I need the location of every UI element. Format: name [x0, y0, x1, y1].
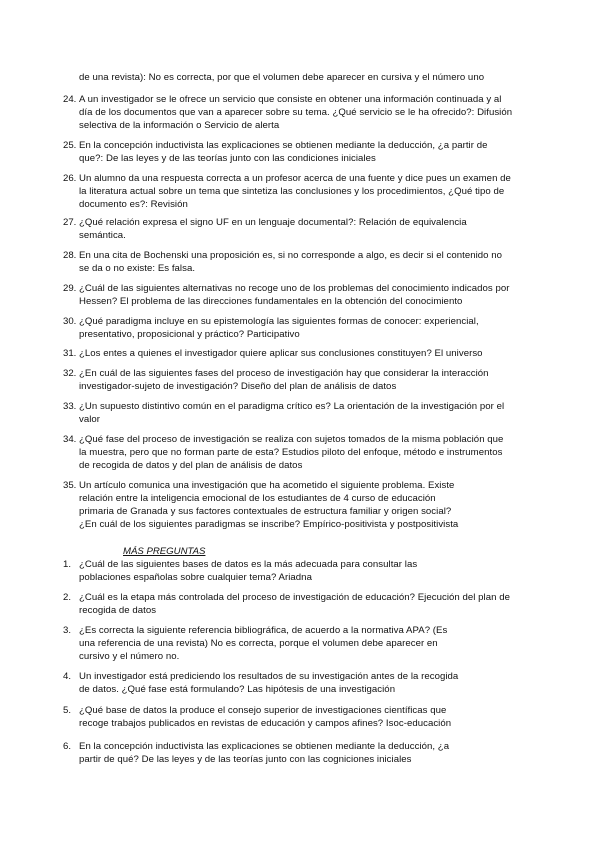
question-line: cursivo y el número no.	[79, 651, 180, 662]
question-line: relación entre la inteligencia emocional de los estudiantes de 4 curso de educación	[79, 493, 436, 504]
question-line: ¿Qué paradigma incluye en su epistemología las siguientes formas de conocer: experiencial,	[79, 316, 479, 327]
item-number: 34.	[63, 434, 77, 445]
question-line: poblaciones españolas sobre cualquier tema? Ariadna	[79, 572, 312, 583]
question-line: recoge trabajos publicados en revistas de educación y campos afines? Isoc-educación	[79, 718, 452, 729]
question-line: de recogida de datos y del plan de análisis de datos	[79, 460, 303, 471]
question-line: ¿Qué fase del proceso de investigación se realiza con sujetos tomados de la misma población que	[79, 434, 504, 445]
question-line: A un investigador se le ofrece un servicio que consiste en obtener una información continuada y al	[79, 94, 502, 105]
question-line: de datos. ¿Qué fase está formulando? Las hipótesis de una investigación	[79, 684, 396, 695]
item-number: 5.	[63, 705, 72, 716]
question-line: ¿Qué relación expresa el signo UF en un lenguaje documental?: Relación de equivalencia	[79, 217, 467, 228]
item-number: 31.	[63, 348, 77, 359]
item-number: 2.	[63, 592, 72, 603]
question-line: ¿Cuál de las siguientes alternativas no recoge uno de los problemas del conocimiento indicados por	[79, 283, 510, 294]
question-line: primaria de Granada y sus factores contextuales de estructura familiar y origen social?	[79, 506, 452, 517]
item-number: 6.	[63, 741, 72, 752]
question-line: En una cita de Bochenski una proposición es, si no corresponde a algo, es decir si el contenido no	[79, 250, 503, 261]
question-line: Un artículo comunica una investigación que ha acometido el siguiente problema. Existe	[79, 480, 455, 491]
item-number: 4.	[63, 671, 72, 682]
question-line: selectiva de la información o Servicio de alerta	[79, 120, 280, 131]
item-number: 3.	[63, 625, 72, 636]
question-line: semántica.	[79, 230, 126, 241]
section-title: MÁS PREGUNTAS	[123, 546, 206, 557]
question-line: Un investigador está prediciendo los resultados de su investigación antes de la recogida	[79, 671, 459, 682]
question-line: ¿En cuál de las siguientes fases del proceso de investigación hay que considerar la interacción	[79, 368, 489, 379]
question-line: ¿Un supuesto distintivo común en el paradigma crítico es? La orientación de la investigación por el	[79, 401, 505, 412]
question-line: En la concepción inductivista las explicaciones se obtienen mediante la deducción, ¿a partir de	[79, 140, 488, 151]
question-line: En la concepción inductivista las explicaciones se obtienen mediante la deducción, ¿a	[79, 741, 450, 752]
item-number: 30.	[63, 316, 77, 327]
item-number: 24.	[63, 94, 77, 105]
item-number: 29.	[63, 283, 77, 294]
question-line: ¿Los entes a quienes el investigador quiere aplicar sus conclusiones constituyen? El universo	[79, 348, 483, 359]
question-line: partir de qué? De las leyes y de las teorías junto con las cogniciones iniciales	[79, 754, 412, 765]
item-number: 27.	[63, 217, 77, 228]
question-line: ¿Cuál de las siguientes bases de datos es la más adecuada para consultar las	[79, 559, 418, 570]
question-line: valor	[79, 414, 101, 425]
item-number: 35.	[63, 480, 77, 491]
item-number: 32.	[63, 368, 77, 379]
question-line: ¿En cuál de los siguientes paradigmas se inscribe? Empírico-positivista y postpositivista	[79, 519, 459, 530]
question-line: investigador-sujeto de investigación? Diseño del plan de análisis de datos	[79, 381, 397, 392]
question-line: ¿Cuál es la etapa más controlada del proceso de investigación de educación? Ejecución del plan de	[79, 592, 510, 603]
continued-line: de una revista): No es correcta, por que el volumen debe aparecer en cursiva y el número uno	[79, 72, 485, 83]
item-number: 28.	[63, 250, 77, 261]
item-number: 26.	[63, 173, 77, 184]
question-line: la muestra, pero que no forman parte de esta? Estudios piloto del enfoque, método e instrumentos	[79, 447, 503, 458]
question-line: la literatura actual sobre un tema que sintetiza las conclusiones y los procedimientos, ¿Qué tipo de	[79, 186, 505, 197]
question-line: que?: De las leyes y de las teorías junto con las condiciones iniciales	[79, 153, 376, 164]
question-line: ¿Qué base de datos la produce el consejo superior de investigaciones científicas que	[79, 705, 447, 716]
question-line: documento es?: Revisión	[79, 199, 188, 210]
item-number: 1.	[63, 559, 72, 570]
item-number: 33.	[63, 401, 77, 412]
question-line: día de los documentos que van a aparecer sobre su tema. ¿Qué servicio se le ha ofrecido?: Difusión	[79, 107, 513, 118]
item-number: 25.	[63, 140, 77, 151]
question-line: ¿Es correcta la siguiente referencia bibliográfica, de acuerdo a la normativa APA? (Es	[79, 625, 448, 636]
question-line: Un alumno da una respuesta correcta a un profesor acerca de una fuente y dice pues un examen de	[79, 173, 511, 184]
question-line: presentativo, proposicional y práctico? Participativo	[79, 329, 300, 340]
question-line: Hessen? El problema de las direcciones fundamentales en la obtención del conocimiento	[79, 296, 463, 307]
question-line: recogida de datos	[79, 605, 157, 616]
question-line: se da o no existe: Es falsa.	[79, 263, 196, 274]
question-line: una referencia de una revista) No es correcta, porque el volumen debe aparecer en	[79, 638, 438, 649]
